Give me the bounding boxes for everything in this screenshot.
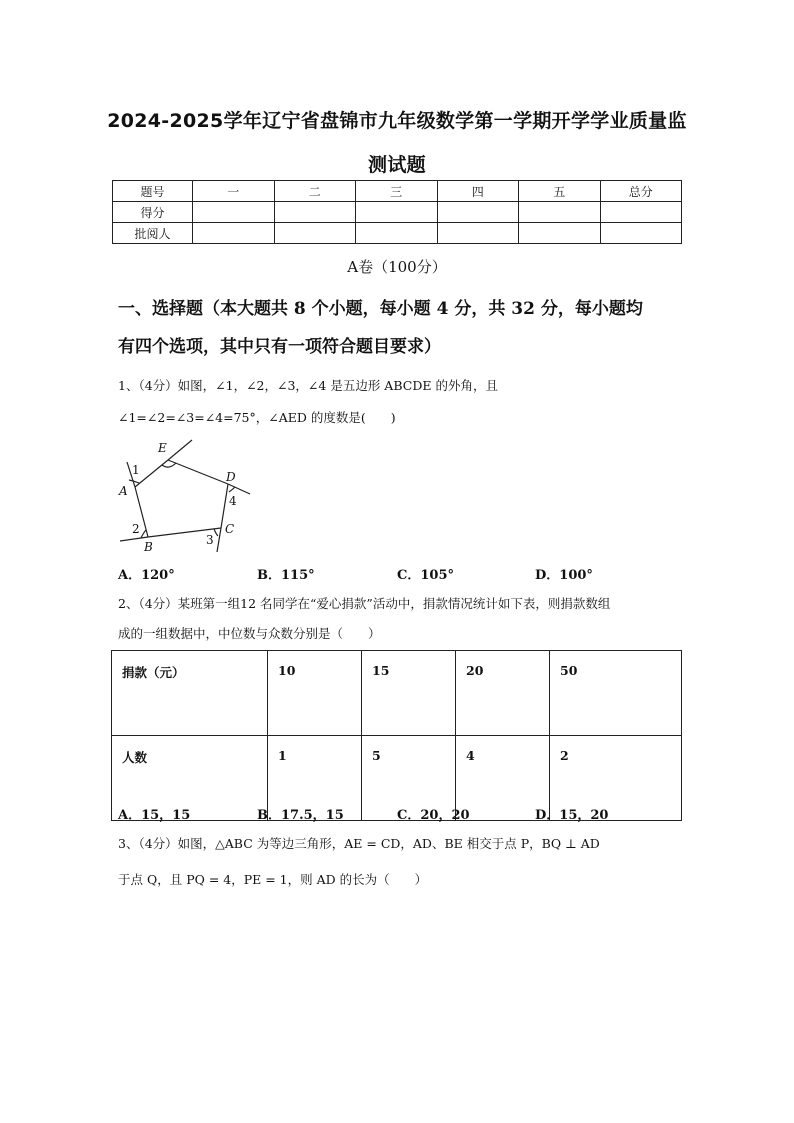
label-angle-4: 4 [229,494,237,508]
donation-table [111,650,682,821]
extension-ae [168,440,192,460]
table-cell: 2 [550,736,682,821]
section1-heading-line2: 有四个选项，其中只有一项符合题目要求） [118,337,441,357]
score-header-cell: 题号 [113,181,193,202]
page-title-line1: 2024-2025学年辽宁省盘锦市九年级数学第一学期开学学业质量监 [107,110,687,132]
table-cell: 20 [456,651,550,736]
pentagon-figure [110,432,260,557]
table-row [112,651,682,736]
label-e: E [158,441,167,455]
score-row-label: 批阅人 [113,223,193,244]
q1-line2: ∠1=∠2=∠3=∠4=75°，∠AED 的度数是( ) [118,410,396,425]
q2-line2: 成的一组数据中，中位数与众数分别是（ ） [118,626,381,641]
score-table-header-row [113,181,682,202]
q2-option-b: B．17.5，15 [257,808,344,823]
q2-option-d: D．15，20 [535,808,609,823]
q2-option-a: A．15，15 [118,808,191,823]
q3-line1: 3、（4分）如图，△ABC 为等边三角形，AE = CD，AD、BE 相交于点 P，BQ ⊥ AD [118,836,600,851]
section1-heading-line1: 一、选择题（本大题共 8 个小题，每小题 4 分，共 32 分，每小题均 [118,299,643,319]
score-table-row [113,202,682,223]
table-cell: 人数 [112,736,268,821]
label-angle-3: 3 [206,533,214,547]
table-cell: 5 [362,736,456,821]
section-a-heading: A卷（100分） [347,258,447,276]
q1-option-c: C．105° [397,568,454,583]
table-cell: 50 [550,651,682,736]
page-title-line2: 测试题 [368,154,426,176]
score-header-cell: 五 [519,181,601,202]
q1-option-b: B．115° [257,568,315,583]
label-c: C [225,522,235,536]
score-header-cell: 总分 [600,181,682,202]
edge-ed [168,460,228,484]
label-angle-1: 1 [132,463,140,477]
q1-line1: 1、（4分）如图，∠1，∠2，∠3，∠4 是五边形 ABCDE 的外角，且 [118,378,498,393]
label-d: D [226,470,236,484]
label-b: B [144,540,153,554]
table-cell: 10 [268,651,362,736]
score-table-row [113,223,682,244]
angle-arc-4 [229,487,235,492]
score-header-cell: 四 [437,181,519,202]
score-header-cell: 二 [274,181,356,202]
table-cell: 15 [362,651,456,736]
score-header-cell: 三 [356,181,438,202]
score-table [112,180,682,244]
angle-arc-3 [214,529,218,536]
q2-line1: 2、（4分）某班第一组12 名同学在“爱心捐款”活动中，捐款情况统计如下表，则捐款数组 [118,596,611,611]
label-a: A [119,484,128,498]
extension-ed [228,484,250,494]
edge-ae [135,460,168,487]
table-cell: 4 [456,736,550,821]
q2-option-c: C．20，20 [397,808,470,823]
extension-dc [217,528,221,552]
q1-option-d: D．100° [535,568,593,583]
label-angle-2: 2 [132,522,140,536]
q3-line2: 于点 Q，且 PQ = 4，PE = 1，则 AD 的长为（ ） [118,872,428,887]
table-cell: 捐款（元） [112,651,268,736]
table-cell: 1 [268,736,362,821]
score-header-cell: 一 [193,181,275,202]
score-row-label: 得分 [113,202,193,223]
q1-option-a: A．120° [118,568,175,583]
